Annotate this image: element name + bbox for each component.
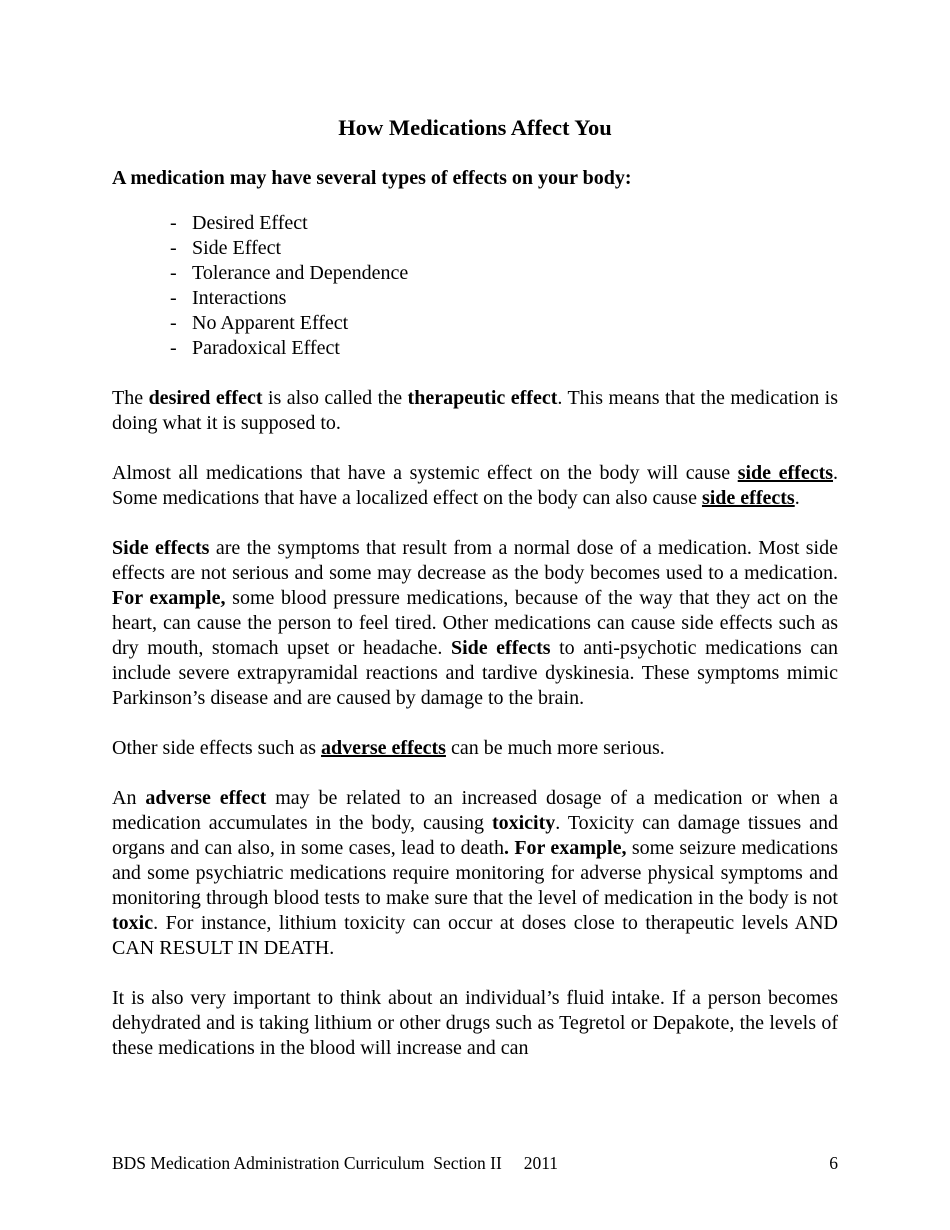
list-item [170, 261, 838, 286]
paragraph-side-effects-intro: Almost all medications that have a systemic effect on the body will cause side effects. Some medications that have a localized effect on the body can also cause side effects. [112, 462, 839, 509]
list-dash: - [170, 287, 177, 309]
list-item-label: Side Effect [192, 237, 282, 259]
effects-list [112, 211, 838, 361]
list-item [170, 336, 838, 361]
list-item [170, 211, 838, 236]
footer-left [112, 1152, 558, 1174]
paragraph-fluid-intake: It is also very important to think about an individual’s fluid intake. If a person becomes dehydrated and is taking lithium or other drugs such as Tegretol or Depakote, the levels of these medications in the blood will increase and can [112, 987, 838, 1059]
paragraph-adverse-intro: Other side effects such as adverse effects can be much more serious. [112, 737, 665, 759]
list-item [170, 311, 838, 336]
paragraph-side-effects-detail: Side effects are the symptoms that result from a normal dose of a medication. Most side effects are not serious and some may decrease as the body becomes used to a medication. For example, some blood pressure medications, because of the way that they act on the heart, can cause the person to feel tired. Other medications can cause side effects such as dry mouth, stomach upset or headache. Side effects to anti-psychotic medications can include severe extrapyramidal reactions and tardive dyskinesia. These symptoms mimic Parkinson’s disease and are caused by damage to the brain. [112, 537, 839, 709]
list-item-label: No Apparent Effect [192, 312, 349, 334]
footer-curriculum: BDS Medication Administration Curriculum Section II [112, 1153, 502, 1173]
list-item-label: Paradoxical Effect [192, 337, 340, 359]
list-dash: - [170, 312, 177, 334]
page-footer [112, 1152, 838, 1174]
list-dash: - [170, 262, 177, 284]
footer-year: 2011 [523, 1153, 559, 1173]
paragraph-adverse-effect: An adverse effect may be related to an increased dosage of a medication or when a medication accumulates in the body, causing toxicity. Toxicity can damage tissues and organs and can also, in some cases, lead to death. For example, some seizure medications and some psychiatric medications require monitoring for adverse physical symptoms and monitoring through blood tests to make sure that the level of medication in the body is not toxic. For instance, lithium toxicity can occur at doses close to therapeutic levels AND CAN RESULT IN DEATH. [112, 787, 838, 959]
page-title: How Medications Affect You [338, 115, 612, 140]
list-dash: - [170, 337, 177, 359]
list-item [170, 236, 838, 261]
list-dash: - [170, 237, 177, 259]
paragraph-desired-effect: The desired effect is also called the therapeutic effect. This means that the medication is doing what it is supposed to. [112, 387, 839, 434]
page-number: 6 [829, 1153, 838, 1173]
list-dash: - [170, 212, 177, 234]
list-item-label: Tolerance and Dependence [192, 262, 409, 284]
list-item [170, 286, 838, 311]
intro-heading: A medication may have several types of effects on your body: [112, 167, 632, 189]
list-item-label: Desired Effect [192, 212, 308, 234]
page-content [112, 108, 838, 1061]
list-item-label: Interactions [192, 287, 287, 309]
